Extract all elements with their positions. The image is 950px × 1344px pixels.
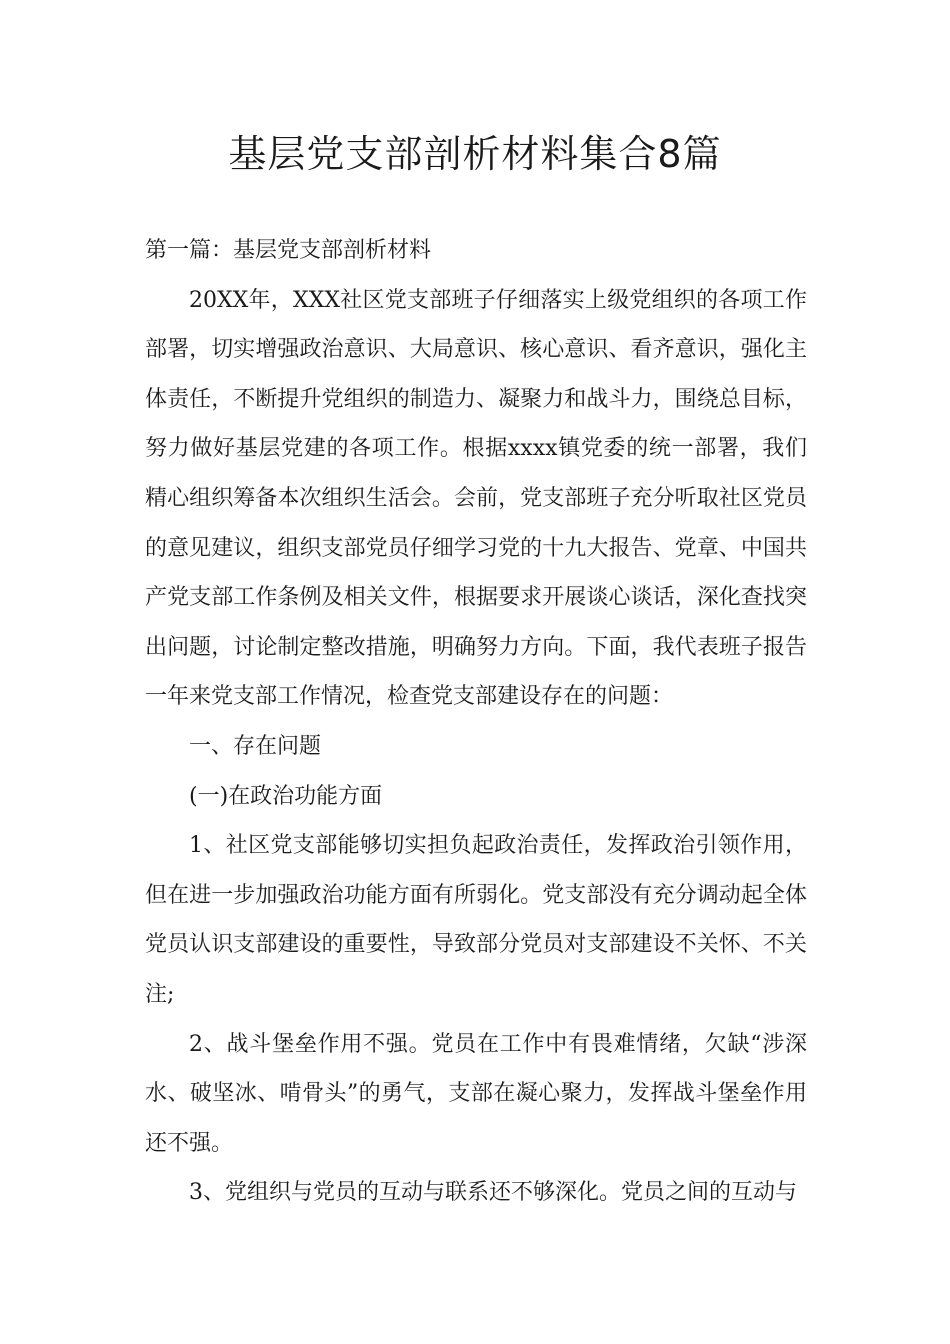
paragraph-item-2: 2、战斗堡垒作用不强。党员在工作中有畏难情绪，欠缺“涉深水、破坚冰、啃骨头”的勇气，支部在凝心聚力，发挥战斗堡垒作用还不强。	[145, 1031, 807, 1156]
document-title: 基层党支部剖析材料集合8篇	[228, 132, 722, 176]
paragraph-intro: 20XX年，XXX社区党支部班子仔细落实上级党组织的各项工作部署，切实增强政治意识、大局意识、核心意识、看齐意识，强化主体责任，不断提升党组织的制造力、凝聚力和战斗力，围绕总目标，努力做好基层党建的各项工作。根据xxxx镇党委的统一部署，我们精心组织筹备本次组织生活会。会前，党支部班子充分听取社区党员的意见建议，组织支部党员仔细学习党的十九大报告、党章、中国共产党支部工作条例及相关文件，根据要求开展谈心谈话，深化查找突出问题，讨论制定整改措施，明确努力方向。下面，我代表班子报告一年来党支部工作情况，检查党支部建设存在的问题：	[145, 287, 807, 710]
document-body	[145, 226, 807, 1218]
heading-existing-problems: 一、存在问题	[189, 733, 322, 759]
paragraph-item-3: 3、党组织与党员的互动与联系还不够深化。党员之间的互动与	[189, 1180, 797, 1206]
paragraph-item-1: 1、社区党支部能够切实担负起政治责任，发挥政治引领作用，但在进一步加强政治功能方面有所弱化。党支部没有充分调动起全体党员认识支部建设的重要性，导致部分党员对支部建设不关怀、不关注;	[145, 833, 807, 1007]
subheading-political-function: (一)在政治功能方面	[189, 783, 383, 809]
section-heading: 第一篇：基层党支部剖析材料	[145, 238, 432, 263]
